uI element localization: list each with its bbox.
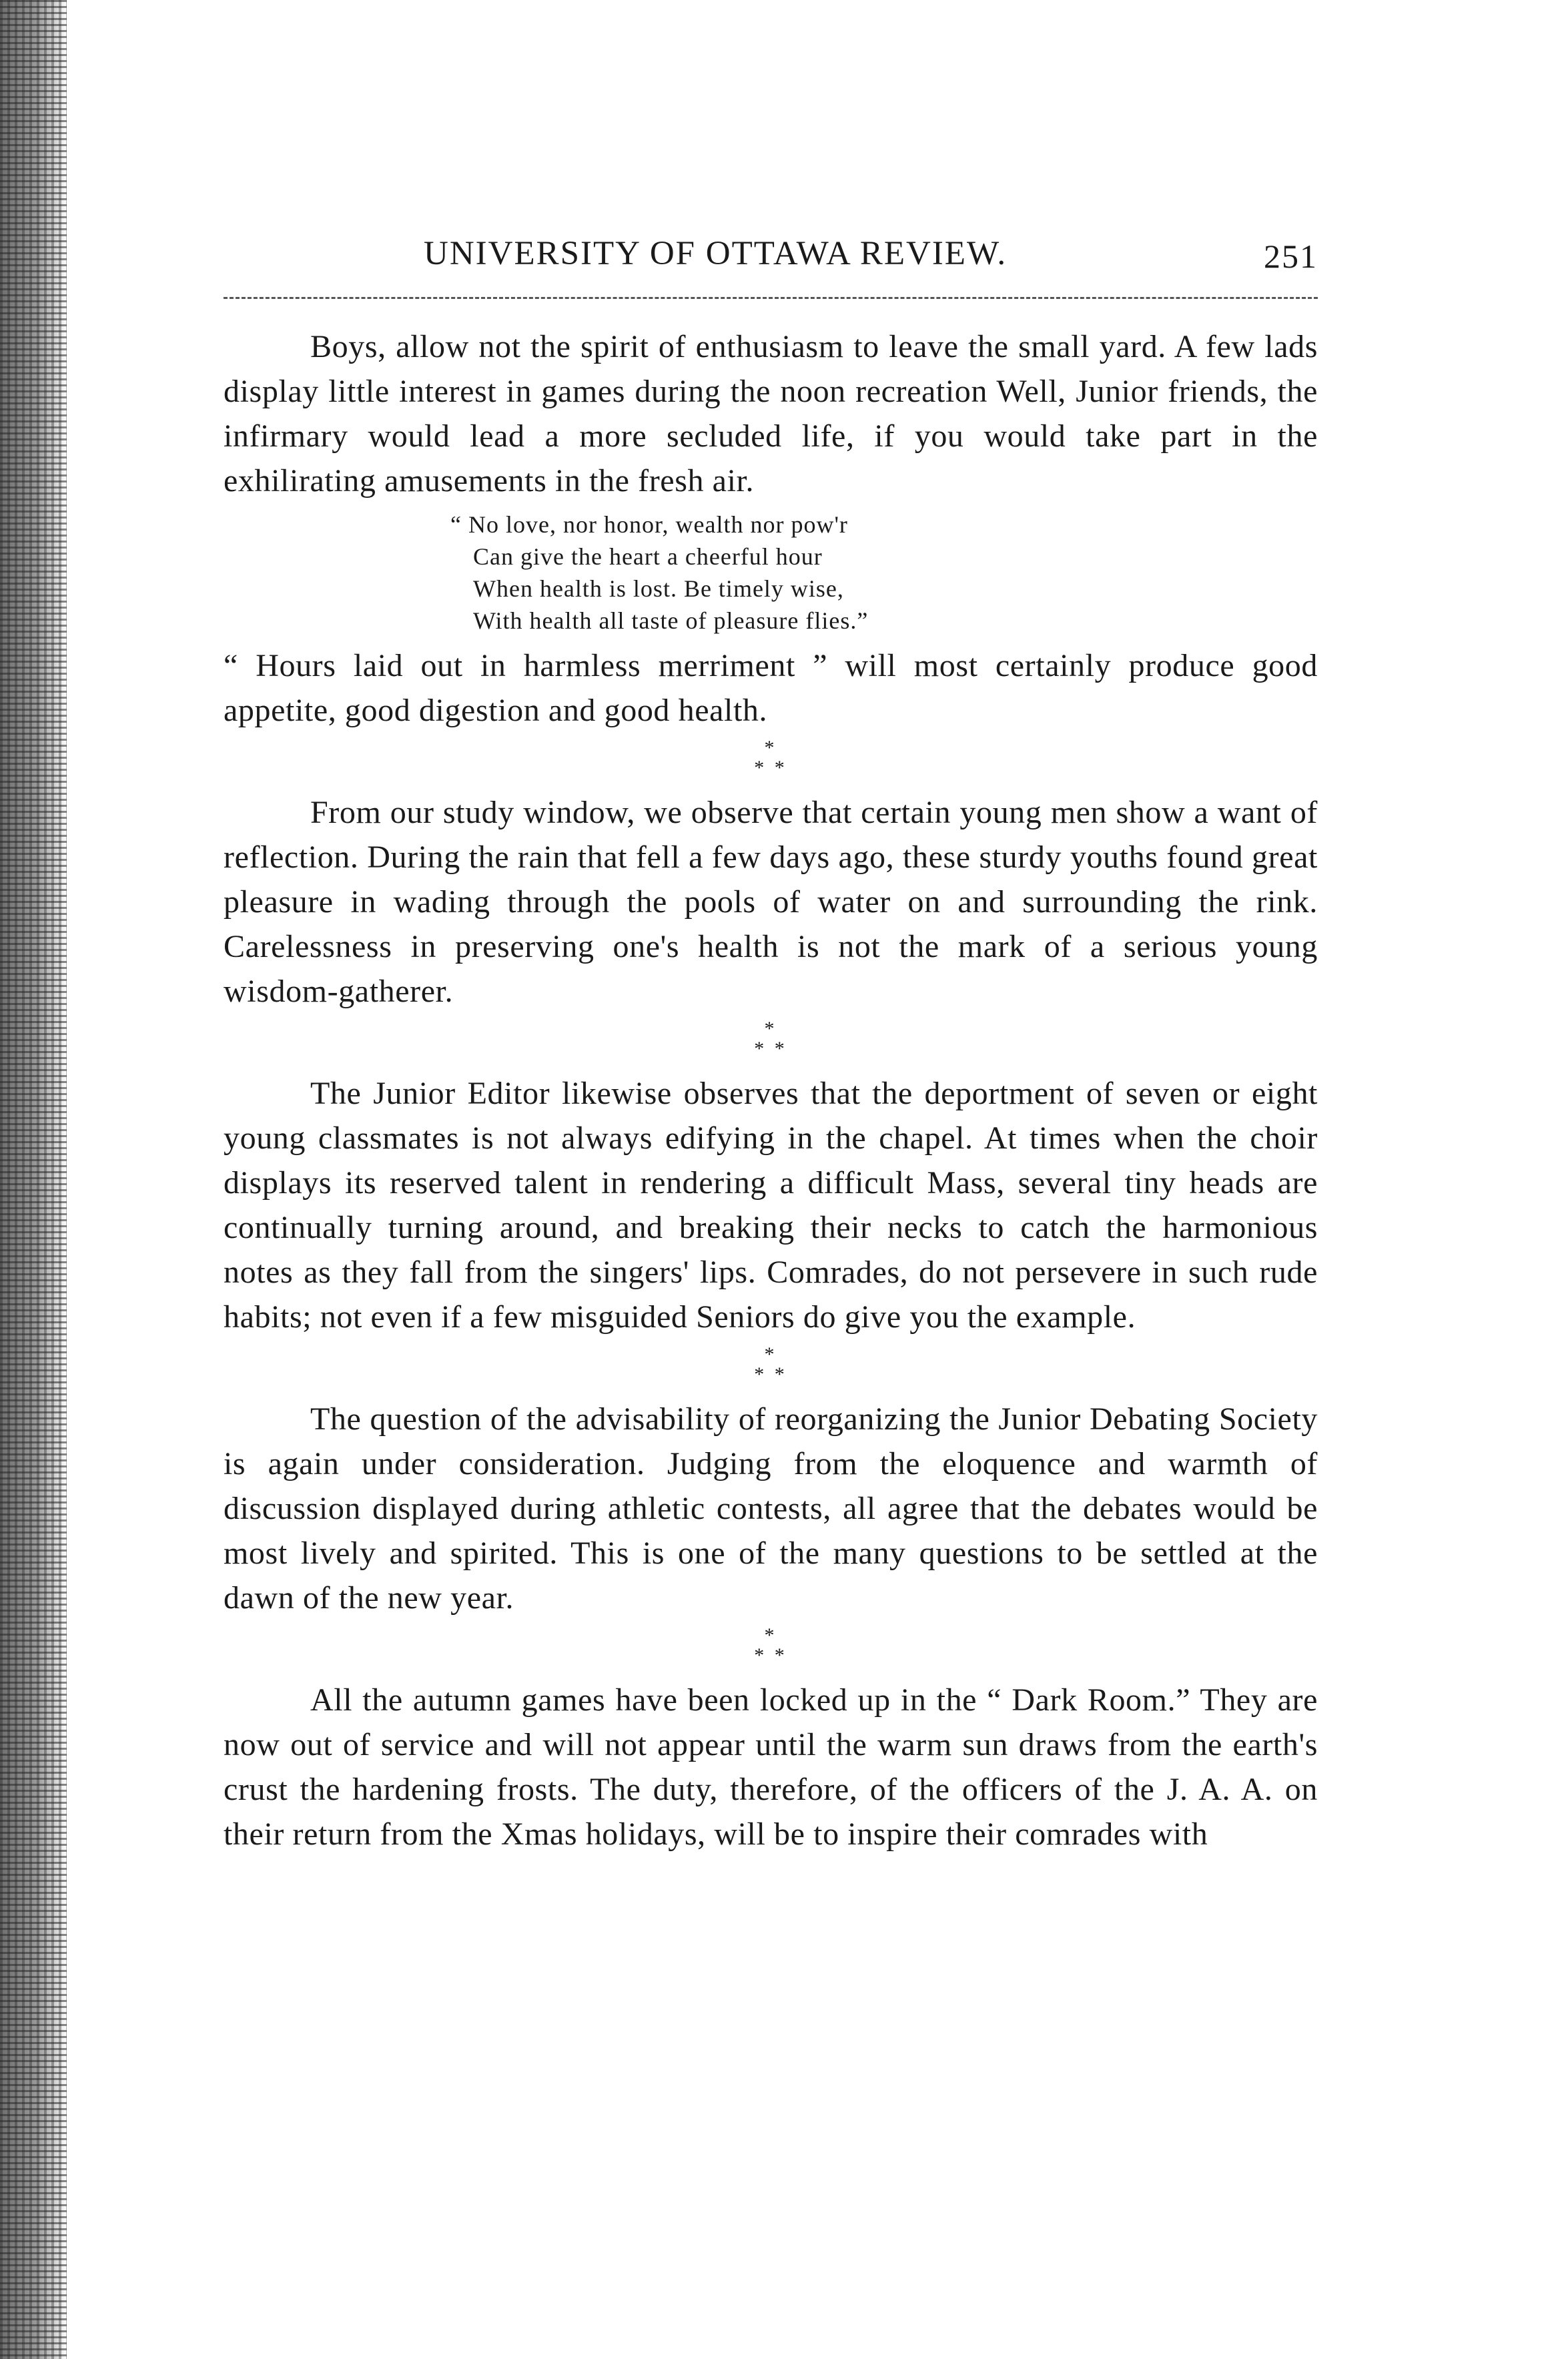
paragraph-enthusiasm: Boys, allow not the spirit of enthusiasm to leave the small yard. A few lads display little interest in games during the noon recreation Well, Junior friends, the infirmary would lead a more secluded life, if you would take part in the exhilirating amusements in the fresh air. xyxy=(224,329,1318,498)
paragraph-autumn-games: All the autumn games have been locked up in the “ Dark Room.” They are now out of service and will not appear until the warm sun draws from the earth's crust the hardening frosts. The duty, therefore, of the officers of the J. A. A. on their return from the Xmas holidays, will be to inspire their comrades with xyxy=(224,1682,1318,1852)
page-content xyxy=(224,230,1318,1857)
header-rule xyxy=(224,297,1318,299)
asterism-top: * xyxy=(764,1343,777,1365)
asterism-bottom: * * xyxy=(754,1038,787,1060)
poem-line: “ No love, nor honor, wealth nor pow'r xyxy=(450,511,848,538)
book-binding-edge xyxy=(0,0,67,2359)
asterism-bottom: * * xyxy=(754,1644,787,1666)
asterism-top: * xyxy=(764,737,777,759)
paragraph-junior-editor: The Junior Editor likewise observes that the deportment of seven or eight young classmates is not always edifying in the chapel. At times when the choir displays its reserved talent in rendering a difficult Mass, several tiny heads are continually turning around, and breaking their necks to catch the harmonious notes as they fall from the singers' lips. Comrades, do not persevere in such rude habits; not even if a few misguided Seniors do give you the example. xyxy=(224,1076,1318,1335)
asterism-divider xyxy=(224,1626,1318,1666)
asterism-bottom: * * xyxy=(754,757,787,779)
asterism-divider xyxy=(224,738,1318,778)
poem-line: With health all taste of pleasure flies.” xyxy=(473,607,869,634)
paragraph-debating-society: The question of the advisability of reorganizing the Junior Debating Society is again under consideration. Judging from the eloquence and warmth of discussion displayed during athletic contests, all agree that the debates would be most lively and spirited. This is one of the many questions to be settled at the dawn of the new year. xyxy=(224,1401,1318,1616)
asterism-top: * xyxy=(764,1018,777,1040)
poem-line: When health is lost. Be timely wise, xyxy=(473,575,844,602)
paragraph-merriment: “ Hours laid out in harmless merriment ” will most certainly produce good appetite, good digestion and good health. xyxy=(224,648,1318,728)
asterism-top: * xyxy=(764,1624,777,1646)
page-number: 251 xyxy=(1264,238,1318,275)
asterism-divider xyxy=(224,1019,1318,1059)
poem-line: Can give the heart a cheerful hour xyxy=(473,543,823,570)
page-header xyxy=(224,230,1318,284)
junior-department-article xyxy=(224,324,1318,1857)
running-title: UNIVERSITY OF OTTAWA REVIEW. xyxy=(424,235,1008,272)
asterism-bottom: * * xyxy=(754,1363,787,1385)
paragraph-study-window: From our study window, we observe that certain young men show a want of reflection. During the rain that fell a few days ago, these sturdy youths found great pleasure in wading through the pools of water on and surrounding the rink. Carelessness in preserving one's health is not the mark of a serious young wisdom-gatherer. xyxy=(224,795,1318,1009)
poem-quote xyxy=(450,509,1318,637)
asterism-divider xyxy=(224,1345,1318,1385)
